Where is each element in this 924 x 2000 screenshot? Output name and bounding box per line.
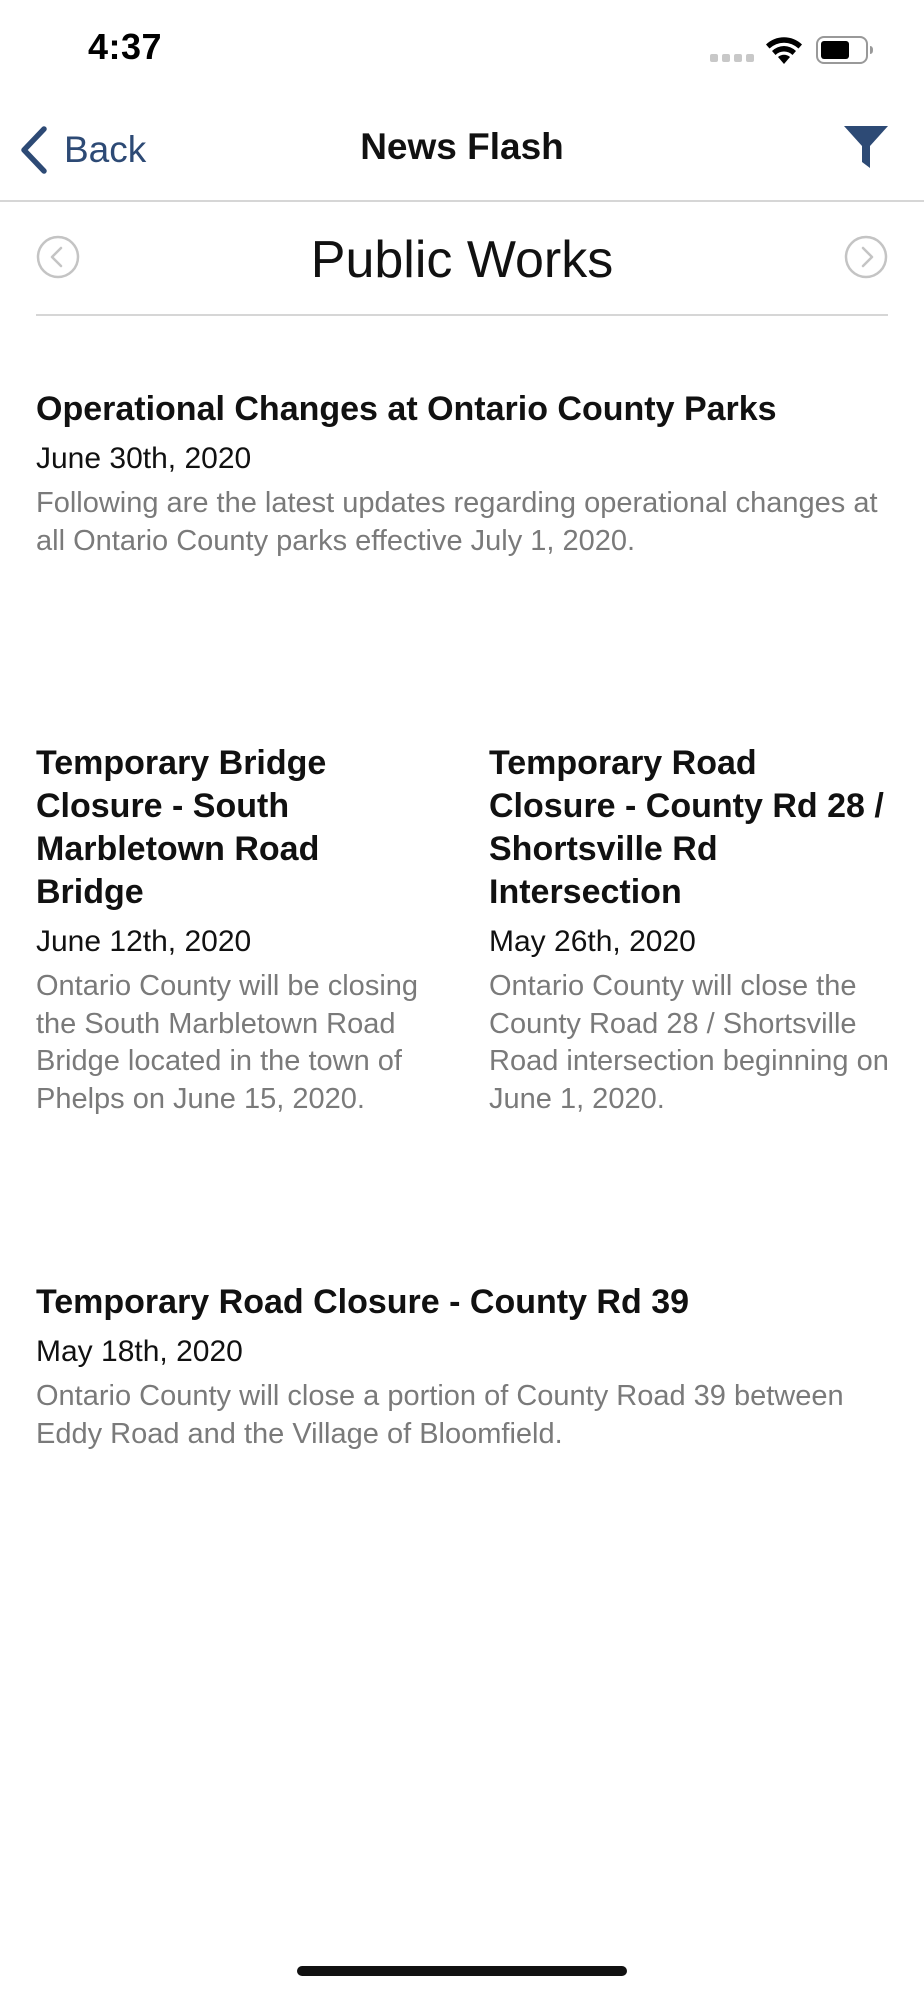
chevron-right-circle-icon[interactable] (844, 235, 888, 279)
news-item-title: Temporary Bridge Closure - South Marbletown Road Bridge (36, 744, 327, 911)
news-item-date: June 30th, 2020 (36, 442, 252, 475)
news-item[interactable] (489, 742, 889, 1118)
news-item-summary: Following are the latest updates regarding operational changes at all Ontario County parks effective July 1, 2020. (36, 487, 878, 557)
wifi-icon (764, 34, 804, 66)
filter-funnel-icon[interactable] (842, 122, 890, 172)
news-item-date: May 26th, 2020 (489, 925, 696, 958)
news-item[interactable] (36, 1281, 888, 1453)
news-item-date: May 18th, 2020 (36, 1335, 243, 1368)
news-item[interactable] (36, 388, 888, 560)
category-switcher (36, 202, 888, 316)
battery-icon (816, 36, 874, 64)
home-indicator (297, 1966, 627, 1976)
news-item-title: Temporary Road Closure - County Rd 39 (36, 1283, 690, 1321)
news-item-summary: Ontario County will close the County Road 28 / Shortsville Road intersection beginning on June 1, 2020. (489, 970, 889, 1115)
news-item-date: June 12th, 2020 (36, 925, 252, 958)
cellular-signal-icon (710, 54, 754, 64)
back-label: Back (64, 129, 147, 170)
category-title: Public Works (310, 231, 614, 289)
news-item-summary: Ontario County will be closing the South Marbletown Road Bridge located in the town of Phelps on June 15, 2020. (36, 970, 419, 1115)
navigation-bar (0, 100, 924, 202)
news-item-title: Operational Changes at Ontario County Parks (36, 390, 777, 428)
status-time: 4:37 (88, 26, 163, 67)
page-title: News Flash (360, 126, 564, 167)
news-item-title: Temporary Road Closure - County Rd 28 / Shortsville Rd Intersection (489, 744, 884, 911)
news-item[interactable] (36, 742, 436, 1118)
status-bar (0, 0, 924, 100)
news-item-summary: Ontario County will close a portion of County Road 39 between Eddy Road and the Village of Bloomfield. (36, 1380, 844, 1450)
